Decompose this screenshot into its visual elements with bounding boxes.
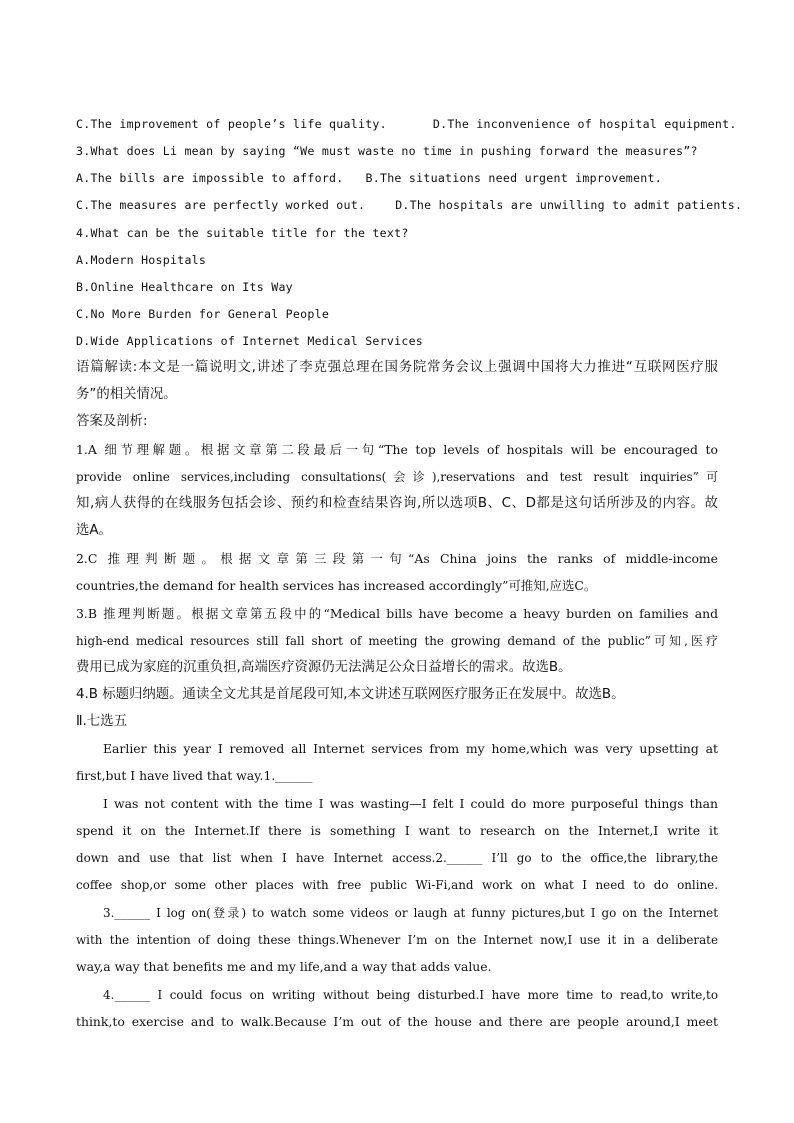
q2-options-cd — [76, 116, 737, 132]
reading-summary-line1: 语篇解读:本文是一篇说明文,讲述了李克强总理在国务院常务会议上强调中国将大力推进“互联网医疗服 — [76, 360, 718, 375]
answer1-line3: 知,病人获得的在线服务包括会诊、预约和检查结果咨询,所以选项B、C、D都是这句话所涉及的内容。故 — [76, 496, 718, 511]
answer3-line1: 3.B 推理判断题。根据文章第五段中的“Medical bills have become a heavy burden on families and — [76, 606, 718, 621]
passage-p2-line3: down and use that list when I have Internet access.2.______ I’ll go to the office,the library,the — [76, 851, 718, 865]
answer3-line2: high-end medical resources still fall short of meeting the growing demand of the public”可知,医疗 — [76, 634, 718, 648]
reading-summary-line2: 务”的相关情况。 — [76, 387, 177, 402]
option-d: D.The inconvenience of hospital equipment. — [432, 117, 737, 131]
section-heading: Ⅱ.七选五 — [76, 714, 128, 729]
answer4-line1: 4.B 标题归纳题。通读全文尤其是首尾段可知,本文讲述互联网医疗服务正在发展中。故选B。 — [76, 687, 625, 702]
option-c: C.The measures are perfectly worked out. — [76, 198, 366, 212]
answer1-line4: 选A。 — [76, 523, 112, 538]
q4-option-d: D.Wide Applications of Internet Medical Services — [76, 334, 424, 348]
passage-p3-line3: way,a way that benefits me and my life,and a way that adds value. — [76, 959, 492, 974]
answer2-line2: countries,the demand for health services has increased accordingly”可推知,应选C。 — [76, 578, 597, 593]
q4-stem: 4.What can be the suitable title for the text? — [76, 226, 409, 240]
q4-option-b: B.Online Healthcare on Its Way — [76, 280, 293, 294]
answer3-line3: 费用已成为家庭的沉重负担,高端医疗资源仍无法满足公众日益增长的需求。故选B。 — [76, 660, 572, 675]
option-c: C.The improvement of people’s life quality. — [76, 117, 387, 131]
passage-p2-line1: I was not content with the time I was wasting—I felt I could do more purposeful things than — [103, 796, 718, 811]
passage-p3-line1: 3.______ I log on(登录) to watch some videos or laugh at funny pictures,but I go on the Internet — [103, 906, 718, 920]
passage-p1-line1: Earlier this year I removed all Internet services from my home,which was very upsetting at — [103, 741, 718, 756]
q4-option-c: C.No More Burden for General People — [76, 307, 330, 321]
answer2-line1: 2.C 推理判断题。根据文章第三段第一句“As China joins the ranks of middle-income — [76, 551, 718, 566]
q3-stem: 3.What does Li mean by saying “We must waste no time in pushing forward the measures”? — [76, 144, 698, 158]
q3-options-cd — [76, 197, 743, 213]
passage-p1-line2: first,but I have lived that way.1.______ — [76, 768, 313, 783]
passage-p4-line2: think,to exercise and to walk.Because I’m out of the house and there are people around,I meet — [76, 1014, 718, 1029]
passage-p2-line4: coffee shop,or some other places with free public Wi-Fi,and work on what I need to do online. — [76, 878, 718, 892]
answer1-line2: provide online services,including consultations(会诊),reservations and test result inquiries”可 — [76, 470, 718, 484]
passage-p4-line1: 4.______ I could focus on writing without being disturbed.I have more time to read,to write,to — [103, 988, 718, 1002]
q3-options-ab — [76, 170, 718, 186]
answer1-line1: 1.A 细节理解题。根据文章第二段最后一句“The top levels of hospitals will be encouraged to — [76, 442, 718, 457]
option-d: D.The hospitals are unwilling to admit patients. — [395, 198, 743, 212]
answers-title: 答案及剖析: — [76, 414, 148, 429]
option-b: B.The situations need urgent improvement. — [365, 171, 662, 185]
passage-p2-line2: spend it on the Internet.If there is something I want to research on the Internet,I write it — [76, 823, 718, 838]
q4-option-a: A.Modern Hospitals — [76, 253, 207, 267]
option-a: A.The bills are impossible to afford. — [76, 171, 344, 185]
passage-p3-line2: with the intention of doing these things.Whenever I’m on the Internet now,I use it in a deliberate — [76, 933, 718, 947]
